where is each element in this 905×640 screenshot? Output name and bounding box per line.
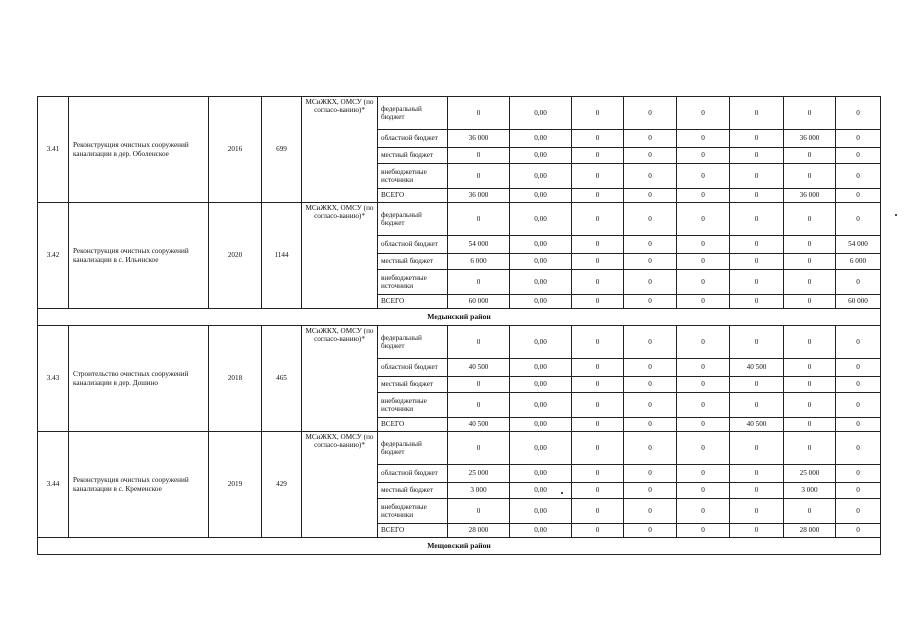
- scan-dot: [895, 214, 897, 216]
- amount-cell: 0: [624, 326, 677, 359]
- district-title: Медынский район: [38, 309, 881, 326]
- district-title: Мещовский район: [38, 538, 881, 555]
- amount-cell: 54 000: [448, 236, 510, 254]
- amount-cell: 0,00: [510, 97, 572, 130]
- amount-cell: 0: [624, 393, 677, 418]
- funding-source: местный бюджет: [378, 148, 448, 164]
- amount-cell: 0: [624, 270, 677, 295]
- amount-cell: 0: [730, 254, 784, 270]
- amount-cell: 0: [624, 465, 677, 483]
- item-responsible: МСиЖКХ, ОМСУ (по согласо-ванию)*: [302, 203, 378, 309]
- amount-cell: 0: [677, 393, 730, 418]
- amount-cell: 0: [448, 393, 510, 418]
- amount-cell: 0: [624, 164, 677, 189]
- amount-cell: 0: [677, 189, 730, 203]
- amount-cell: 0: [784, 393, 836, 418]
- amount-cell: 0,00: [510, 203, 572, 236]
- amount-cell: 0: [448, 326, 510, 359]
- amount-cell: 36 000: [784, 130, 836, 148]
- amount-cell: 0: [836, 418, 881, 432]
- amount-cell: 0: [572, 295, 624, 309]
- amount-cell: 0: [784, 270, 836, 295]
- funding-source: областной бюджет: [378, 236, 448, 254]
- amount-cell: 0: [730, 164, 784, 189]
- funding-source: местный бюджет: [378, 254, 448, 270]
- table-row: [38, 326, 881, 359]
- amount-cell: 0: [572, 164, 624, 189]
- amount-cell: 0: [572, 483, 624, 499]
- amount-cell: 0: [677, 418, 730, 432]
- item-year: 2019: [209, 432, 262, 538]
- amount-cell: 0: [836, 359, 881, 377]
- amount-cell: 0: [836, 483, 881, 499]
- item-responsible: МСиЖКХ, ОМСУ (по согласо-ванию)*: [302, 432, 378, 538]
- amount-cell: 0: [677, 203, 730, 236]
- amount-cell: 0: [836, 465, 881, 483]
- amount-cell: 40 500: [730, 359, 784, 377]
- amount-cell: 0: [784, 432, 836, 465]
- item-index: 3.44: [38, 432, 69, 538]
- amount-cell: 0: [784, 359, 836, 377]
- amount-cell: 0: [784, 499, 836, 524]
- amount-cell: 0,00: [510, 270, 572, 295]
- amount-cell: 0: [836, 499, 881, 524]
- amount-cell: 0: [730, 270, 784, 295]
- amount-cell: 0: [624, 203, 677, 236]
- funding-source: федеральный бюджет: [378, 326, 448, 359]
- amount-cell: 0: [677, 483, 730, 499]
- amount-cell: 0: [448, 164, 510, 189]
- amount-cell: 0: [572, 393, 624, 418]
- item-year: 2018: [209, 326, 262, 432]
- amount-cell: 0: [730, 203, 784, 236]
- amount-cell: 0: [730, 97, 784, 130]
- amount-cell: 0,00: [510, 236, 572, 254]
- funding-source: местный бюджет: [378, 483, 448, 499]
- amount-cell: 0: [677, 326, 730, 359]
- scan-dot: [561, 492, 563, 494]
- amount-cell: 36 000: [784, 189, 836, 203]
- amount-cell: 0: [624, 377, 677, 393]
- amount-cell: 3 000: [784, 483, 836, 499]
- funding-source: федеральный бюджет: [378, 432, 448, 465]
- amount-cell: 54 000: [836, 236, 881, 254]
- amount-cell: 0: [677, 465, 730, 483]
- amount-cell: 0: [730, 130, 784, 148]
- amount-cell: 0: [730, 465, 784, 483]
- amount-cell: 0: [836, 97, 881, 130]
- funding-source: ВСЕГО: [378, 524, 448, 538]
- amount-cell: 60 000: [836, 295, 881, 309]
- amount-cell: 0,00: [510, 164, 572, 189]
- amount-cell: 0: [730, 189, 784, 203]
- item-name: Реконструкция очистных сооружений канализации в с. Кременское: [69, 432, 209, 538]
- amount-cell: 0: [677, 97, 730, 130]
- funding-source: внебюджетные источники: [378, 393, 448, 418]
- amount-cell: 0,00: [510, 418, 572, 432]
- amount-cell: 0: [677, 377, 730, 393]
- amount-cell: 0: [624, 130, 677, 148]
- district-row: [38, 309, 881, 326]
- funding-source: внебюджетные источники: [378, 270, 448, 295]
- amount-cell: 0: [572, 418, 624, 432]
- table-row: [38, 97, 881, 130]
- amount-cell: 0,00: [510, 465, 572, 483]
- amount-cell: 0: [677, 295, 730, 309]
- amount-cell: 0,00: [510, 189, 572, 203]
- amount-cell: 0: [784, 418, 836, 432]
- amount-cell: 0: [677, 270, 730, 295]
- item-index: 3.42: [38, 203, 69, 309]
- amount-cell: 0: [572, 359, 624, 377]
- amount-cell: 0: [624, 524, 677, 538]
- amount-cell: 0: [836, 393, 881, 418]
- amount-cell: 36 000: [448, 189, 510, 203]
- amount-cell: 0: [677, 148, 730, 164]
- item-index: 3.43: [38, 326, 69, 432]
- funding-source: ВСЕГО: [378, 418, 448, 432]
- amount-cell: 0: [784, 326, 836, 359]
- funding-source: федеральный бюджет: [378, 203, 448, 236]
- amount-cell: 0: [836, 148, 881, 164]
- amount-cell: 0: [677, 236, 730, 254]
- amount-cell: 6 000: [448, 254, 510, 270]
- amount-cell: 0: [784, 236, 836, 254]
- funding-source: местный бюджет: [378, 377, 448, 393]
- amount-cell: 3 000: [448, 483, 510, 499]
- amount-cell: 0: [836, 203, 881, 236]
- item-value: 1144: [262, 203, 302, 309]
- amount-cell: 0: [730, 393, 784, 418]
- amount-cell: 0: [572, 465, 624, 483]
- funding-source: ВСЕГО: [378, 189, 448, 203]
- amount-cell: 0: [677, 164, 730, 189]
- amount-cell: 0: [624, 295, 677, 309]
- amount-cell: 0: [572, 524, 624, 538]
- amount-cell: 0: [624, 483, 677, 499]
- amount-cell: 0: [677, 254, 730, 270]
- amount-cell: 0: [677, 130, 730, 148]
- amount-cell: 0: [448, 499, 510, 524]
- amount-cell: 0,00: [510, 295, 572, 309]
- funding-source: областной бюджет: [378, 359, 448, 377]
- amount-cell: 0: [448, 148, 510, 164]
- amount-cell: 0,00: [510, 524, 572, 538]
- amount-cell: 60 000: [448, 295, 510, 309]
- amount-cell: 0: [836, 189, 881, 203]
- funding-source: внебюджетные источники: [378, 499, 448, 524]
- funding-source: областной бюджет: [378, 130, 448, 148]
- amount-cell: 0: [836, 164, 881, 189]
- amount-cell: 0: [572, 148, 624, 164]
- amount-cell: 28 000: [784, 524, 836, 538]
- item-index: 3.41: [38, 97, 69, 203]
- amount-cell: 0,00: [510, 326, 572, 359]
- amount-cell: 0: [572, 130, 624, 148]
- amount-cell: 0: [572, 254, 624, 270]
- amount-cell: 0: [730, 295, 784, 309]
- amount-cell: 0: [730, 483, 784, 499]
- amount-cell: 25 000: [448, 465, 510, 483]
- amount-cell: 0: [572, 189, 624, 203]
- funding-source: внебюджетные источники: [378, 164, 448, 189]
- funding-source: федеральный бюджет: [378, 97, 448, 130]
- amount-cell: 0: [784, 97, 836, 130]
- item-year: 2016: [209, 97, 262, 203]
- amount-cell: 0: [572, 432, 624, 465]
- amount-cell: 0,00: [510, 432, 572, 465]
- district-row: [38, 538, 881, 555]
- amount-cell: 0: [677, 432, 730, 465]
- amount-cell: 0: [784, 254, 836, 270]
- amount-cell: 0: [730, 524, 784, 538]
- amount-cell: 0,00: [510, 393, 572, 418]
- amount-cell: 0: [572, 377, 624, 393]
- amount-cell: 0: [624, 189, 677, 203]
- table-row: [38, 432, 881, 465]
- amount-cell: 0: [836, 130, 881, 148]
- amount-cell: 0,00: [510, 377, 572, 393]
- amount-cell: 0: [448, 432, 510, 465]
- amount-cell: 0: [624, 254, 677, 270]
- amount-cell: 0: [448, 270, 510, 295]
- amount-cell: 0: [836, 377, 881, 393]
- amount-cell: 0: [448, 203, 510, 236]
- amount-cell: 0: [730, 148, 784, 164]
- document-sheet: [37, 96, 881, 555]
- amount-cell: 0: [624, 499, 677, 524]
- funding-source: областной бюджет: [378, 465, 448, 483]
- item-name: Строительство очистных сооружений канализации в дер. Дошино: [69, 326, 209, 432]
- amount-cell: 40 500: [730, 418, 784, 432]
- amount-cell: 0: [784, 148, 836, 164]
- amount-cell: 0,00: [510, 359, 572, 377]
- amount-cell: 0: [836, 326, 881, 359]
- amount-cell: 0,00: [510, 148, 572, 164]
- amount-cell: 40 500: [448, 359, 510, 377]
- item-year: 2020: [209, 203, 262, 309]
- amount-cell: 0: [572, 236, 624, 254]
- amount-cell: 0: [677, 499, 730, 524]
- amount-cell: 0: [836, 524, 881, 538]
- amount-cell: 0: [572, 499, 624, 524]
- amount-cell: 0: [624, 236, 677, 254]
- item-value: 699: [262, 97, 302, 203]
- amount-cell: 0: [572, 326, 624, 359]
- amount-cell: 40 500: [448, 418, 510, 432]
- amount-cell: 0,00: [510, 254, 572, 270]
- amount-cell: 0: [448, 97, 510, 130]
- amount-cell: 0,00: [510, 483, 572, 499]
- amount-cell: 28 000: [448, 524, 510, 538]
- amount-cell: 0: [677, 524, 730, 538]
- amount-cell: 36 000: [448, 130, 510, 148]
- item-responsible: МСиЖКХ, ОМСУ (по согласо-ванию)*: [302, 97, 378, 203]
- amount-cell: 0: [624, 432, 677, 465]
- amount-cell: 0: [730, 326, 784, 359]
- item-name: Реконструкция очистных сооружений канализации в дер. Оболенское: [69, 97, 209, 203]
- amount-cell: 0: [624, 359, 677, 377]
- amount-cell: 0: [836, 432, 881, 465]
- amount-cell: 0,00: [510, 130, 572, 148]
- amount-cell: 0: [624, 148, 677, 164]
- amount-cell: 0: [624, 97, 677, 130]
- amount-cell: 0: [572, 97, 624, 130]
- amount-cell: 0: [730, 236, 784, 254]
- amount-cell: 6 000: [836, 254, 881, 270]
- amount-cell: 0: [677, 359, 730, 377]
- item-value: 429: [262, 432, 302, 538]
- table-row: [38, 203, 881, 236]
- amount-cell: 0: [730, 377, 784, 393]
- funding-source: ВСЕГО: [378, 295, 448, 309]
- amount-cell: 0: [448, 377, 510, 393]
- amount-cell: 0: [836, 270, 881, 295]
- amount-cell: 0: [784, 164, 836, 189]
- amount-cell: 25 000: [784, 465, 836, 483]
- item-name: Реконструкция очистных сооружений канализации в с. Ильинское: [69, 203, 209, 309]
- amount-cell: 0: [784, 295, 836, 309]
- amount-cell: 0: [730, 432, 784, 465]
- item-value: 465: [262, 326, 302, 432]
- amount-cell: 0: [572, 203, 624, 236]
- amount-cell: 0: [730, 499, 784, 524]
- amount-cell: 0: [572, 270, 624, 295]
- amount-cell: 0: [624, 418, 677, 432]
- amount-cell: 0: [784, 377, 836, 393]
- amount-cell: 0,00: [510, 499, 572, 524]
- amount-cell: 0: [784, 203, 836, 236]
- budget-table: [37, 96, 881, 555]
- item-responsible: МСиЖКХ, ОМСУ (по согласо-ванию)*: [302, 326, 378, 432]
